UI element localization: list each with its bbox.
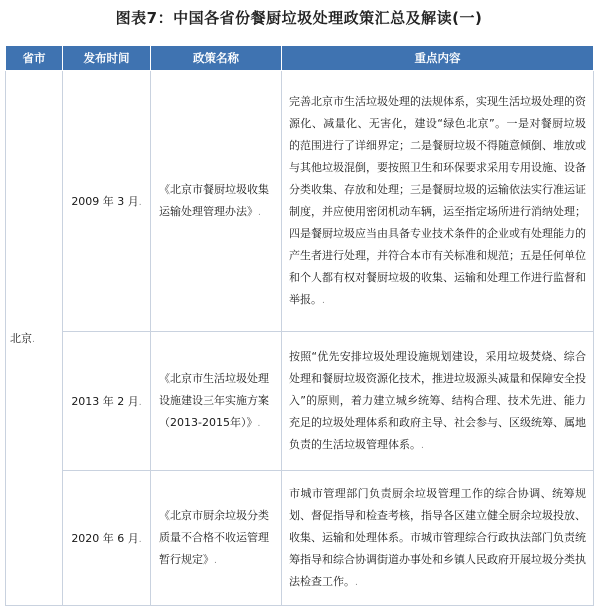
date-label: 2009 年 3 月: [71, 195, 139, 208]
paragraph-mark: .: [355, 577, 358, 588]
key-content-cell: [282, 71, 594, 332]
province-cell: [6, 71, 63, 606]
table-row: [6, 332, 594, 471]
paragraph-mark: .: [138, 535, 142, 545]
key-content-cell: [282, 471, 594, 606]
key-content-text: 按照“优先安排垃圾处理设施规划建设，采用垃圾焚烧、综合处理和餐厨垃圾资源化技术，推进垃圾源头减量和保障安全投入”的原则，着力建立城乡统筹、结构合理、技术先进、能力充足的垃圾处理体系和政府主导、社会参与、区级统筹、属地负责的生活垃圾管理体系。: [289, 349, 586, 451]
table-row: [6, 471, 594, 606]
policy-name-cell: [151, 71, 282, 332]
paragraph-mark: .: [257, 418, 261, 429]
policy-name-text: 《北京市厨余垃圾分类质量不合格不收运管理暂行规定》: [159, 508, 269, 566]
date-cell: [63, 71, 151, 332]
key-content-cell: [282, 332, 594, 471]
policy-name-cell: [151, 471, 282, 606]
column-header-province: 省市: [6, 46, 63, 71]
column-header-policy-name: 政策名称: [151, 46, 282, 71]
date-label: 2020 年 6 月: [71, 532, 139, 545]
paragraph-mark: .: [322, 295, 325, 306]
key-content-text: 市城市管理部门负责厨余垃圾管理工作的综合协调、统筹规划、督促指导和检查考核，指导各区建立健全厨余垃圾投放、收集、运输和处理体系。市城市管理综合行政执法部门负责统筹指导和综合协调街道办事处和乡镇人民政府开展垃圾分类执法检查工作。: [289, 486, 586, 588]
paragraph-mark: .: [138, 198, 142, 208]
page-title: 图表7：中国各省份餐厨垃圾处理政策汇总及解读(一): [115, 9, 483, 27]
date-cell: [63, 332, 151, 471]
paragraph-mark: .: [258, 207, 261, 218]
date-label: 2013 年 2 月: [71, 395, 139, 408]
table-header-row: [6, 46, 594, 71]
province-label: 北京: [10, 332, 32, 345]
policy-table: [5, 45, 594, 606]
column-header-date: 发布时间: [63, 46, 151, 71]
column-header-key-content: 重点内容: [282, 46, 594, 71]
paragraph-mark: .: [138, 398, 142, 408]
policy-name-text: 《北京市生活垃圾处理设施建设三年实施方案（2013-2015年）》: [159, 371, 269, 429]
policy-name-cell: [151, 332, 282, 471]
paragraph-mark: .: [32, 335, 35, 345]
policy-name-text: 《北京市餐厨垃圾收集运输处理管理办法》: [159, 182, 269, 218]
key-content-text: 完善北京市生活垃圾处理的法规体系，实现生活垃圾处理的资源化、减量化、无害化，建设“绿色北京”。一是对餐厨垃圾的范围进行了详细界定；二是餐厨垃圾不得随意倾倒、堆放或与其他垃圾混倒，要按照卫生和环保要求采用专用设施、设备分类收集、存放和处理；三是餐厨垃圾的运输依法实行准运证制度，并应使用密闭机动车辆，运至指定场所进行消纳处理；四是餐厨垃圾应当由具备专业技术条件的企业或有处理能力的产生者进行处理，并符合本市有关标准和规范；五是任何单位和个人都有权对餐厨垃圾的收集、运输和处理工作进行监督和举报。: [289, 94, 586, 306]
date-cell: [63, 471, 151, 606]
paragraph-mark: .: [421, 440, 424, 451]
paragraph-mark: .: [214, 555, 217, 566]
table-row: [6, 71, 594, 332]
